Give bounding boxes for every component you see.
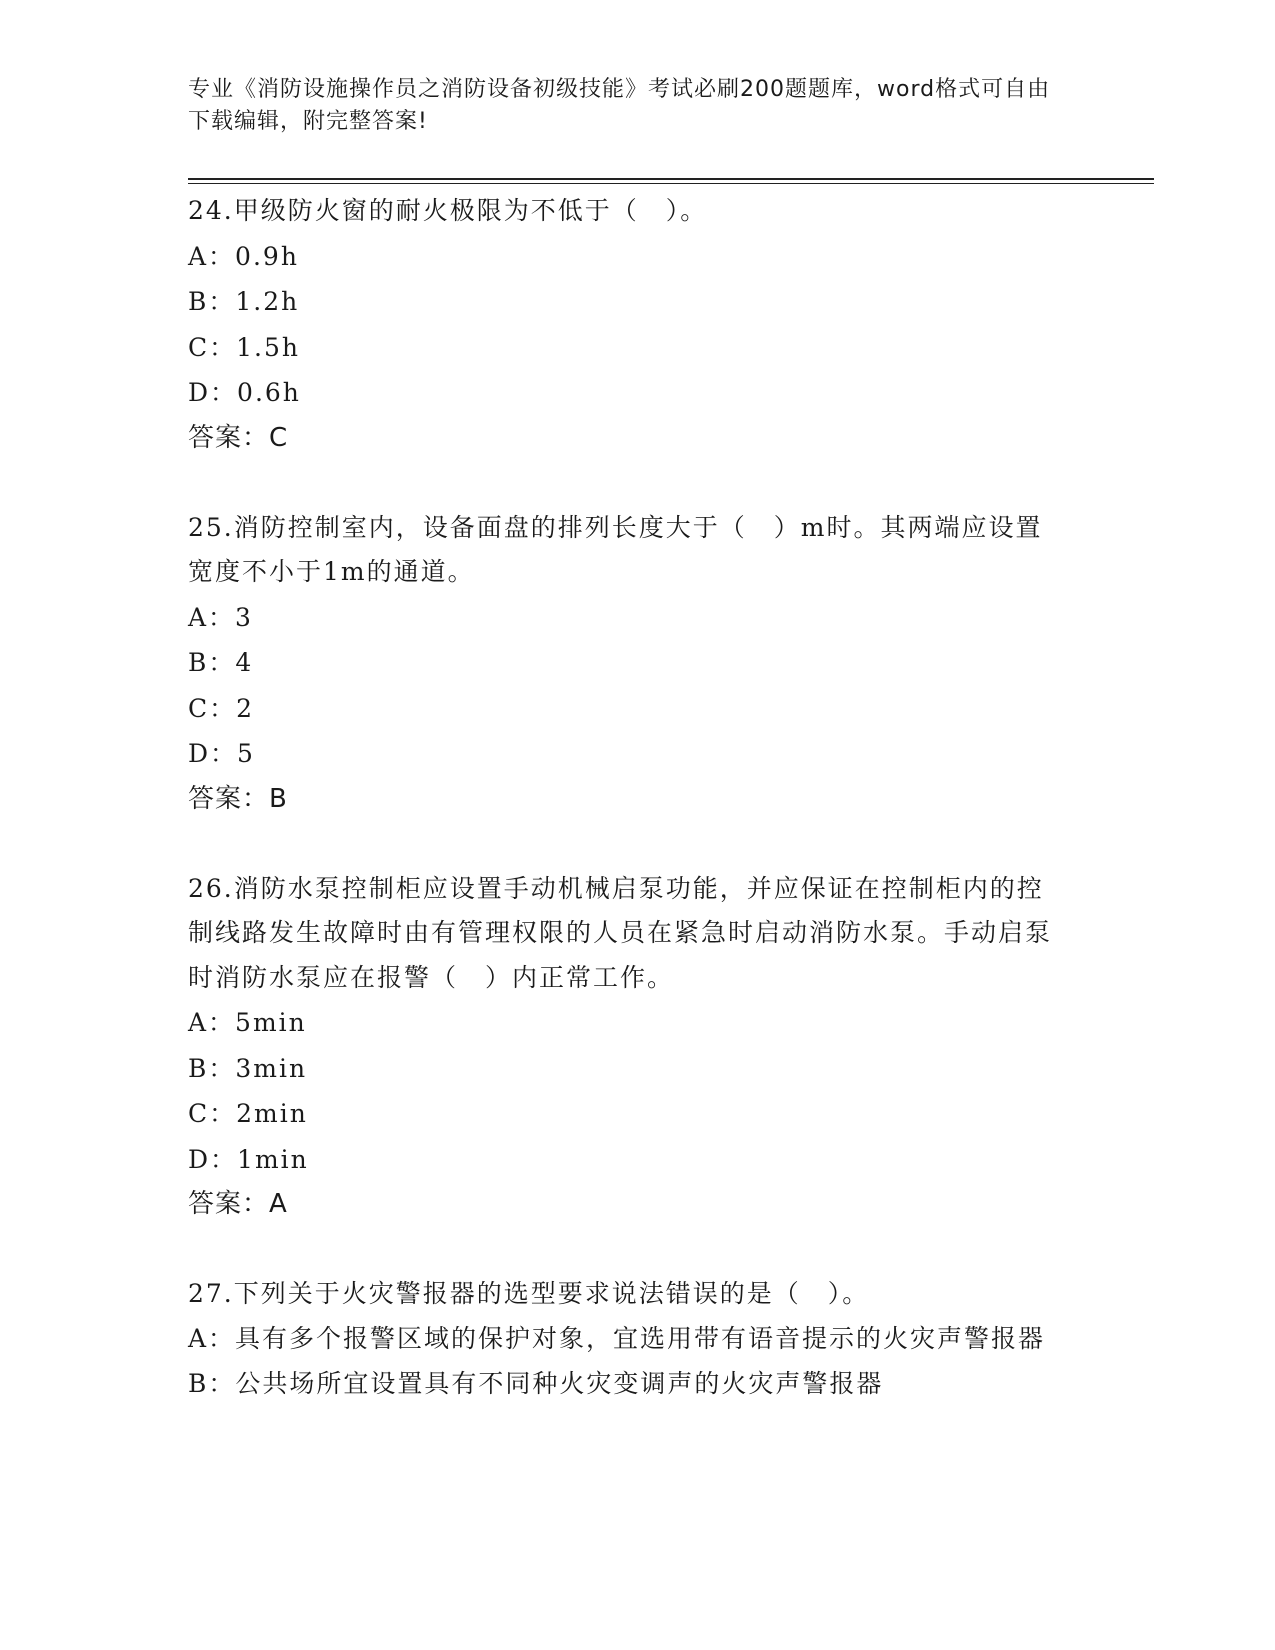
option-a: A：5min [188,1008,307,1037]
header-divider-thick [188,178,1154,180]
answer-value: B [269,783,288,814]
question-25 [188,506,1068,822]
answer-value: C [269,422,289,453]
option-c: C：2 [188,693,255,723]
question-stem: 26.消防水泵控制柜应设置手动机械启泵功能，并应保证在控制柜内的控制线路发生故障时由有管理权限的人员在紧急时启动消防水泵。手动启泵时消防水泵应在报警（ ）内正常工作。 [188,873,1053,992]
question-26 [188,867,1068,1228]
option-a: A：具有多个报警区域的保护对象，宜选用带有语音提示的火灾声警报器 [188,1323,1046,1353]
answer-label: 答案： [188,422,270,453]
option-a: A：3 [188,602,253,632]
option-d: D：5 [188,739,255,768]
question-stem: 25.消防控制室内，设备面盘的排列长度大于（ ）m时。其两端应设置宽度不小于1m的通道。 [188,512,1043,586]
header-divider-thin [188,183,1154,184]
answer-line [188,416,1068,461]
option-d: D：1min [188,1144,309,1174]
option-b: B：公共场所宜设置具有不同种火灾变调声的火灾声警报器 [188,1369,884,1398]
question-27 [188,1272,1068,1407]
document-header: 专业《消防设施操作员之消防设备初级技能》考试必刷200题题库，word格式可自由下载编辑，附完整答案! [188,77,1051,134]
option-b: B：3min [188,1053,308,1083]
option-c: C：1.5h [188,332,300,362]
answer-label: 答案： [188,1189,270,1219]
answer-line [188,777,1068,822]
question-list [188,189,1068,1452]
answer-line [188,1182,1068,1227]
question-stem: 27.下列关于火灾警报器的选型要求说法错误的是（ ）。 [188,1279,870,1308]
question-stem: 24.甲级防火窗的耐火极限为不低于（ ）。 [188,196,708,225]
answer-value: A [269,1189,288,1219]
question-24 [188,189,1068,461]
option-b: B：1.2h [188,287,300,316]
option-a: A：0.9h [188,241,299,271]
option-d: D：0.6h [188,378,301,407]
answer-label: 答案： [188,783,270,814]
option-b: B：4 [188,648,254,677]
option-c: C：2min [188,1099,308,1128]
